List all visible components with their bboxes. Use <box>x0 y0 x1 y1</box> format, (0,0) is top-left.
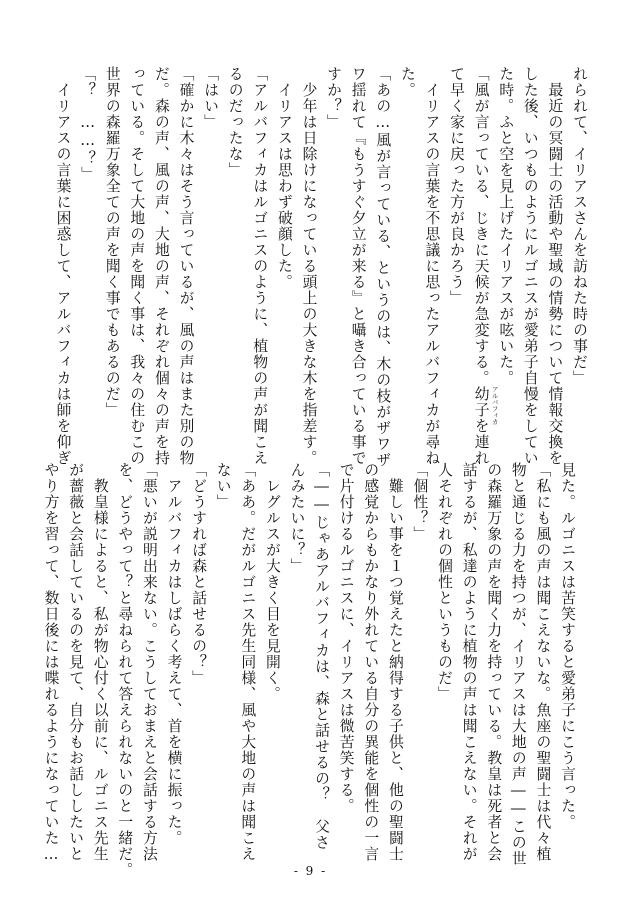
text-line: を、どうやって？と尋ねられて答えられないのと一緒だ。 <box>116 462 134 878</box>
text-line: 少年は日除けになっている頭上の大きな木を指差す。 <box>300 66 318 466</box>
text-line: んみたいに？」 <box>288 462 306 574</box>
bottom-text-column <box>38 462 579 878</box>
text-line: 「？ ……？」 <box>79 66 97 183</box>
text-line: れられて、イリアスさんを訪ねた時の事だ」 <box>571 66 588 386</box>
text-line: 「私にも風の声は聞こえないな。魚座の聖闘士は代々植 <box>534 462 552 862</box>
text-line: 「ああ。だがルゴニス先生同様、風や大地の声は聞こえ <box>239 462 257 862</box>
text-line: 世界の森羅万象全ての声を聞く事でもあるのだ」 <box>103 66 121 418</box>
ruby-base-word: 幼子 アルバフィカ <box>472 386 499 425</box>
text-line: るのだったな」 <box>226 66 244 178</box>
text-line: 人それぞれの個性というものだ」 <box>436 462 454 702</box>
ruby-reading: アルバフィカ <box>490 386 499 425</box>
text-line: イリアスは思わず破顔した。 <box>275 66 293 290</box>
text-line: イリアスの言葉に困惑して、アルバフィカは師を仰ぎ <box>54 66 72 466</box>
text-line: 「どうすれば森と話せるの？」 <box>190 462 208 686</box>
text-line: た。 <box>398 66 416 98</box>
text-line: て早く家に戻った方が良かろう」 <box>448 66 466 306</box>
text-line: 「確かに木々はそう言っているが、風の声はまた別の物 <box>177 66 195 466</box>
text-line: が薔薇と会話しているのを見て、自分もお話ししたいと <box>67 462 85 862</box>
text-line: ない」 <box>214 462 232 510</box>
text-line: だ。森の声、風の声、大地の声、それぞれ個々の声を持 <box>152 66 170 466</box>
text-line: ワ揺れて『もうすぐ夕立が来る』と囁き合っている事で <box>349 66 367 466</box>
text-line: 「個性？」 <box>411 462 429 542</box>
text-line: 最近の冥闘士の活動や聖域の情勢について情報交換を <box>546 66 564 466</box>
text-line: した後、いつものようにルゴニスが愛弟子自慢をしてい <box>521 66 539 466</box>
text-line: アルバフィカはしばらく考えて、首を横に振った。 <box>165 462 183 846</box>
top-text-column <box>50 66 591 469</box>
text-line: 「――じゃあアルバフィカは、森と話せるの？ 父さ <box>313 462 331 851</box>
text-line: で片付けるルゴニスに、イリアスは微苦笑する。 <box>337 462 355 814</box>
text-line: 教皇様によると、私が物心付く以前に、ルゴニス先生 <box>91 462 109 862</box>
text-line: 物と通じる力を持つが、イリアスは大地の声――この世 <box>509 462 527 867</box>
text-line: の感覚からもかなり外れている自分の異能を個性の一言 <box>362 462 380 862</box>
text-line: 見た。ルゴニスは苦笑すると愛弟子にこう言った。 <box>559 462 576 830</box>
text-line: やり方を習って、数日後には喋れるようになっていた… <box>42 462 60 865</box>
text-line: 話するが、私達のように植物の声は聞こえない。それが <box>460 462 478 862</box>
text-line: 「風が言っている、じきに天候が急変する。幼子 アルバフィカ を連れ <box>472 66 499 466</box>
text-line: 難しい事を１つ覚えたと納得する子供と、他の聖闘士 <box>386 462 404 862</box>
text-line: の森羅万象の声を聞く力を持っている。教皇は死者と会 <box>485 462 503 862</box>
text-line: た時。ふと空を見上げたイリアスが呟いた。 <box>497 66 515 386</box>
text-line: 「悪いが説明出来ない。こうしておまえと会話する方法 <box>140 462 158 862</box>
text-line: っている。そして大地の声を聞く事は、我々の住むこの <box>128 66 146 466</box>
text-line: すか？」 <box>325 66 343 130</box>
text-line: イリアスの言葉を不思議に思ったアルバフィカが尋ね <box>423 66 441 466</box>
text-line: レグルスが大きく目を見開く。 <box>263 462 281 702</box>
text-line: 「アルバフィカはルゴニスのように、植物の声が聞こえ <box>251 66 269 466</box>
text-line: 「あの…風が言っている、というのは、木の枝がザワザ <box>374 66 392 469</box>
page-number: - 9 - <box>293 864 328 878</box>
text-line: 「はい」 <box>202 66 220 130</box>
